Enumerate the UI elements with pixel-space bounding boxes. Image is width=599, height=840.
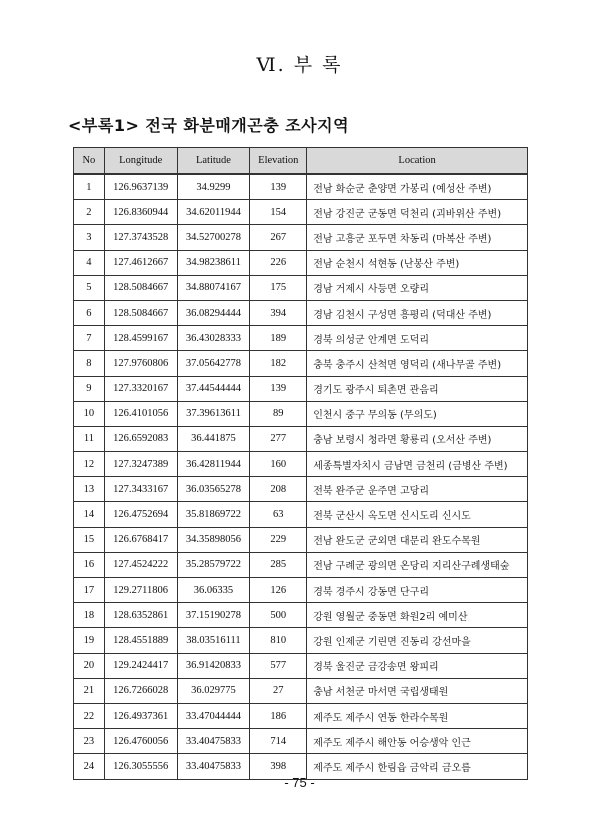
cell-latitude: 34.62011944: [177, 200, 250, 225]
cell-elevation: 126: [250, 578, 307, 603]
cell-no: 19: [74, 628, 105, 653]
table-row: [74, 275, 528, 300]
cell-location: 강원 인제군 기린면 진동리 강선마을: [307, 628, 528, 653]
cell-location: 제주도 제주시 한림읍 금악리 금오름: [307, 754, 528, 779]
table-row: [74, 527, 528, 552]
cell-location: 전남 완도군 군외면 대문리 완도수목원: [307, 527, 528, 552]
cell-location: 경북 경주시 강동면 단구리: [307, 578, 528, 603]
cell-longitude: 127.3743528: [104, 225, 177, 250]
cell-no: 10: [74, 401, 105, 426]
cell-latitude: 35.81869722: [177, 502, 250, 527]
cell-longitude: 128.5084667: [104, 300, 177, 325]
cell-longitude: 127.3433167: [104, 477, 177, 502]
cell-latitude: 37.44544444: [177, 376, 250, 401]
cell-elevation: 189: [250, 326, 307, 351]
cell-elevation: 810: [250, 628, 307, 653]
cell-latitude: 34.9299: [177, 174, 250, 200]
cell-latitude: 38.03516111: [177, 628, 250, 653]
cell-location: 전남 화순군 춘양면 가봉리 (예성산 주변): [307, 174, 528, 200]
table-header-row: [74, 148, 528, 175]
cell-location: 강원 영월군 중동면 화원2리 예미산: [307, 603, 528, 628]
cell-longitude: 126.4752694: [104, 502, 177, 527]
cell-elevation: 175: [250, 275, 307, 300]
cell-latitude: 36.08294444: [177, 300, 250, 325]
cell-latitude: 36.029775: [177, 678, 250, 703]
cell-longitude: 127.9760806: [104, 351, 177, 376]
cell-no: 5: [74, 275, 105, 300]
cell-latitude: 33.47044444: [177, 703, 250, 728]
cell-location: 경북 울진군 금강송면 왕피리: [307, 653, 528, 678]
cell-latitude: 33.40475833: [177, 729, 250, 754]
cell-longitude: 126.6592083: [104, 426, 177, 451]
cell-no: 16: [74, 552, 105, 577]
cell-elevation: 277: [250, 426, 307, 451]
cell-latitude: 37.39613611: [177, 401, 250, 426]
table-row: [74, 174, 528, 200]
table-row: [74, 401, 528, 426]
cell-elevation: 285: [250, 552, 307, 577]
cell-latitude: 37.05642778: [177, 351, 250, 376]
table-body: [74, 174, 528, 779]
cell-longitude: 127.4524222: [104, 552, 177, 577]
cell-latitude: 36.42811944: [177, 452, 250, 477]
cell-elevation: 89: [250, 401, 307, 426]
cell-no: 4: [74, 250, 105, 275]
cell-latitude: 36.441875: [177, 426, 250, 451]
cell-location: 전남 고흥군 포두면 차동리 (마복산 주변): [307, 225, 528, 250]
cell-elevation: 226: [250, 250, 307, 275]
table-row: [74, 502, 528, 527]
cell-location: 제주도 제주시 연동 한라수목원: [307, 703, 528, 728]
cell-location: 세종특별자치시 금남면 금천리 (금병산 주변): [307, 452, 528, 477]
cell-location: 인천시 중구 무의동 (무의도): [307, 401, 528, 426]
cell-latitude: 36.91420833: [177, 653, 250, 678]
cell-longitude: 127.4612667: [104, 250, 177, 275]
cell-elevation: 398: [250, 754, 307, 779]
table-row: [74, 653, 528, 678]
cell-location: 경북 의성군 안계면 도덕리: [307, 326, 528, 351]
table-row: [74, 426, 528, 451]
table-row: [74, 477, 528, 502]
cell-no: 8: [74, 351, 105, 376]
cell-no: 20: [74, 653, 105, 678]
cell-no: 12: [74, 452, 105, 477]
cell-location: 충북 충주시 산척면 영덕리 (새나무골 주변): [307, 351, 528, 376]
cell-no: 9: [74, 376, 105, 401]
cell-no: 2: [74, 200, 105, 225]
cell-longitude: 126.9637139: [104, 174, 177, 200]
table-row: [74, 351, 528, 376]
table-row: [74, 452, 528, 477]
cell-longitude: 126.4101056: [104, 401, 177, 426]
cell-location: 경남 거제시 사등면 오량리: [307, 275, 528, 300]
table-row: [74, 250, 528, 275]
cell-location: 충남 서천군 마서면 국립생태원: [307, 678, 528, 703]
cell-location: 경기도 광주시 퇴촌면 관음리: [307, 376, 528, 401]
table-row: [74, 200, 528, 225]
cell-no: 21: [74, 678, 105, 703]
cell-latitude: 34.52700278: [177, 225, 250, 250]
section-title: <부록1> 전국 화분매개곤충 조사지역: [68, 116, 350, 135]
cell-location: 전남 강진군 군동면 덕천리 (괴바위산 주변): [307, 200, 528, 225]
cell-elevation: 267: [250, 225, 307, 250]
page-number: - 75 -: [284, 775, 315, 790]
cell-no: 11: [74, 426, 105, 451]
cell-longitude: 126.4937361: [104, 703, 177, 728]
cell-elevation: 186: [250, 703, 307, 728]
table-row: [74, 703, 528, 728]
table-row: [74, 326, 528, 351]
cell-longitude: 129.2711806: [104, 578, 177, 603]
cell-elevation: 714: [250, 729, 307, 754]
cell-latitude: 34.98238611: [177, 250, 250, 275]
cell-elevation: 577: [250, 653, 307, 678]
cell-latitude: 34.35898056: [177, 527, 250, 552]
column-header-no: No: [74, 148, 105, 175]
cell-elevation: 160: [250, 452, 307, 477]
cell-latitude: 33.40475833: [177, 754, 250, 779]
column-header-location: Location: [307, 148, 528, 175]
cell-longitude: 128.5084667: [104, 275, 177, 300]
cell-latitude: 35.28579722: [177, 552, 250, 577]
table-row: [74, 678, 528, 703]
cell-latitude: 34.88074167: [177, 275, 250, 300]
cell-longitude: 126.8360944: [104, 200, 177, 225]
survey-sites-table: [73, 147, 528, 780]
cell-elevation: 139: [250, 174, 307, 200]
cell-no: 7: [74, 326, 105, 351]
cell-latitude: 36.43028333: [177, 326, 250, 351]
table-row: [74, 376, 528, 401]
cell-longitude: 127.3247389: [104, 452, 177, 477]
cell-location: 경남 김천시 구성면 흥평리 (덕대산 주변): [307, 300, 528, 325]
table-row: [74, 628, 528, 653]
table-row: [74, 603, 528, 628]
cell-no: 18: [74, 603, 105, 628]
cell-no: 15: [74, 527, 105, 552]
cell-no: 24: [74, 754, 105, 779]
cell-elevation: 63: [250, 502, 307, 527]
cell-elevation: 27: [250, 678, 307, 703]
cell-longitude: 126.4760056: [104, 729, 177, 754]
cell-no: 14: [74, 502, 105, 527]
cell-elevation: 394: [250, 300, 307, 325]
cell-no: 22: [74, 703, 105, 728]
cell-no: 3: [74, 225, 105, 250]
column-header-longitude: Longitude: [104, 148, 177, 175]
cell-elevation: 500: [250, 603, 307, 628]
cell-no: 23: [74, 729, 105, 754]
cell-elevation: 182: [250, 351, 307, 376]
table-row: [74, 300, 528, 325]
table-row: [74, 552, 528, 577]
cell-elevation: 208: [250, 477, 307, 502]
table-row: [74, 729, 528, 754]
cell-location: 전북 군산시 옥도면 신시도리 신시도: [307, 502, 528, 527]
cell-longitude: 128.6352861: [104, 603, 177, 628]
cell-location: 전북 완주군 운주면 고당리: [307, 477, 528, 502]
table-row: [74, 578, 528, 603]
cell-longitude: 127.3320167: [104, 376, 177, 401]
cell-location: 전남 구례군 광의면 온당리 지리산구례생태숲: [307, 552, 528, 577]
cell-longitude: 126.6768417: [104, 527, 177, 552]
cell-no: 6: [74, 300, 105, 325]
cell-longitude: 126.3055556: [104, 754, 177, 779]
cell-location: 전남 순천시 석현동 (난봉산 주변): [307, 250, 528, 275]
cell-elevation: 139: [250, 376, 307, 401]
cell-elevation: 229: [250, 527, 307, 552]
cell-latitude: 36.06335: [177, 578, 250, 603]
column-header-elevation: Elevation: [250, 148, 307, 175]
cell-elevation: 154: [250, 200, 307, 225]
cell-longitude: 126.7266028: [104, 678, 177, 703]
cell-longitude: 128.4551889: [104, 628, 177, 653]
cell-location: 충남 보령시 청라면 황룡리 (오서산 주변): [307, 426, 528, 451]
cell-latitude: 36.03565278: [177, 477, 250, 502]
cell-longitude: 128.4599167: [104, 326, 177, 351]
cell-latitude: 37.15190278: [177, 603, 250, 628]
table-row: [74, 225, 528, 250]
cell-location: 제주도 제주시 해안동 어승생악 인근: [307, 729, 528, 754]
column-header-latitude: Latitude: [177, 148, 250, 175]
chapter-title: Ⅵ. 부 록: [256, 54, 343, 76]
cell-no: 13: [74, 477, 105, 502]
cell-no: 1: [74, 174, 105, 200]
cell-no: 17: [74, 578, 105, 603]
cell-longitude: 129.2424417: [104, 653, 177, 678]
